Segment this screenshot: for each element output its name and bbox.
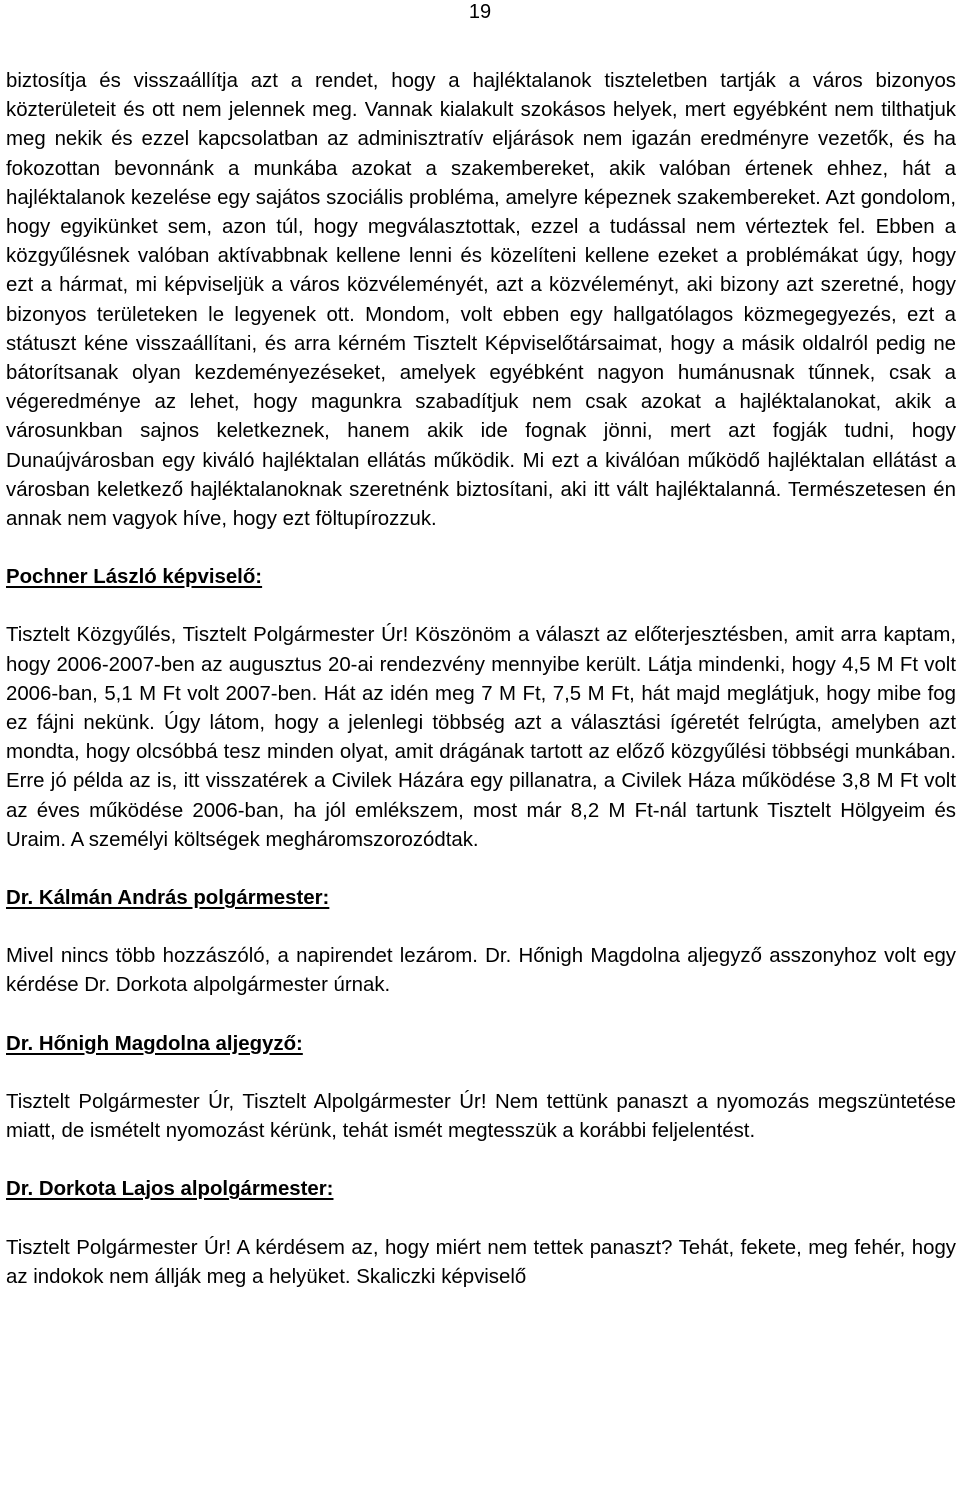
speaker-heading-honigh: Dr. Hőnigh Magdolna aljegyző: [6, 1032, 303, 1055]
paragraph-honigh: Tisztelt Polgármester Úr, Tisztelt Alpolgármester Úr! Nem tettünk panaszt a nyomozás megszüntetése miatt, de ismételt nyomozást kérünk, tehát ismét megtesszük a korábbi feljelentést. [6, 1090, 956, 1143]
speaker-heading-dorkota: Dr. Dorkota Lajos alpolgármester: [6, 1178, 334, 1201]
document-body [6, 67, 956, 1292]
page-number: 19 [468, 1, 492, 23]
speaker-heading-pochner: Pochner László képviselő: [6, 566, 263, 589]
paragraph-pochner: Tisztelt Közgyűlés, Tisztelt Polgármester Úr! Köszönöm a választ az előterjesztésben, amit arra kaptam, hogy 2006-2007-ben az augusztus 20-ai rendezvény mennyibe került. Látja mindenki, hogy 4,5 M Ft volt 2006-ban, 5,1 M Ft volt 2007-ben. Hát az idén meg 7 M Ft, 7,5 M Ft, hát majd meglátjuk, hogy mibe fog ez fájni nekünk. Úgy látom, hogy a jelenlegi többség azt a választási ígéretét felrúgta, amelyben azt mondta, hogy olcsóbbá tesz minden olyat, amit drágának tartott az előző közgyűlési többségi munkában. Erre jó példa az is, itt visszatérek a Civilek Házára egy pillanatra, a Civilek Háza működése 3,8 M Ft volt az éves működése 2006-ban, ha jól emlékszem, most már 8,2 M Ft-nál tartunk Tisztelt Hölgyeim és Uraim. A személyi költségek megháromszorozódtak. [6, 624, 956, 851]
paragraph-dorkota: Tisztelt Polgármester Úr! A kérdésem az, hogy miért nem tettek panaszt? Tehát, fekete, meg fehér, hogy az indokok nem állják meg a helyüket. Skaliczki képviselő [6, 1236, 956, 1288]
speaker-heading-kalman: Dr. Kálmán András polgármester: [6, 887, 330, 910]
paragraph-continuation: biztosítja és visszaállítja azt a rendet, hogy a hajléktalanok tiszteletben tartják a város bizonyos közterületeit és ott nem jelennek meg. Vannak kialakult szokásos helyek, mert egyébként nem tilthatjuk meg nekik és ezzel kapcsolatban az adminisztratív eljárások nem igazán eredményre vezetők, és ha fokozottan bevonnánk a munkába azokat a szakembereket, akik valóban értenek ehhez, hát a hajléktalanok kezelése egy sajátos szociális probléma, amelyre képeznek szakembereket. Azt gondolom, hogy egyikünket sem, azon túl, hogy megválasztottak, ezzel a tudással nem vérteztek fel. Ebben a közgyűlésnek valóban aktívabbnak kellene lenni és közelíteni kellene ezeket a problémákat úgy, hogy ezt a hármat, mi képviseljük a város közvéleményét, azt a közvéleményt, aki bizony azt szeretné, hogy bizonyos területeken le legyenek ott. Mondom, volt ebben egy hallgatólagos közmegegyezés, ezt a státuszt kéne visszaállítani, és arra kérném Tisztelt Képviselőtársaimat, hogy a másik oldalról pedig ne bátorítsanak olyan kezdeményezéseket, amelyek egyébként nagyon humánusnak tűnnek, csak a végeredménye az lehet, hogy magunkra szabadítjuk nem csak azokat a hajléktalanokat, akik a városunkban sajnos keletkeznek, hanem akik ide fognak jönni, mert azt fogják tudni, hogy Dunaújvárosban egy kiváló hajléktalan ellátás működik. Mi ezt a kiválóan működő hajléktalan ellátást a városban keletkező hajléktalanoknak szeretnénk biztosítani, aki itt vált hajléktalanná. Természetesen én annak nem vagyok híve, hogy ezt föltupírozzuk. [6, 70, 956, 531]
paragraph-kalman: Mivel nincs több hozzászóló, a napirendet lezárom. Dr. Hőnigh Magdolna aljegyző asszonyhoz volt egy kérdése Dr. Dorkota alpolgármester úrnak. [6, 945, 956, 997]
